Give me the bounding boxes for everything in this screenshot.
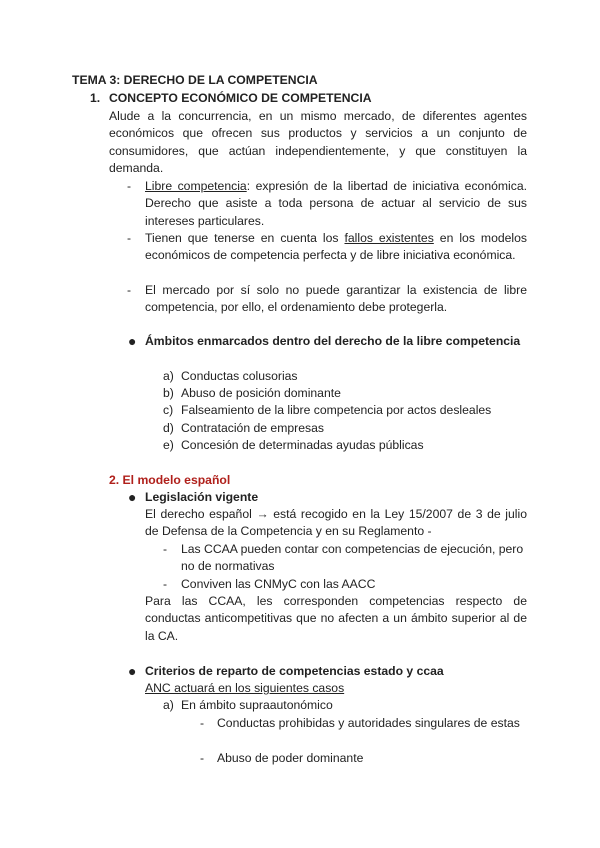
dash-marker: - <box>127 231 132 245</box>
bullet-marker: ● <box>128 333 137 349</box>
criterios-heading: Criterios de reparto de competencias estado y ccaa <box>145 664 444 678</box>
list-item: Conductas colusorias <box>181 369 298 383</box>
section-1-heading: CONCEPTO ECONÓMICO DE COMPETENCIA <box>109 91 372 105</box>
dash-marker: - <box>127 179 132 193</box>
dash-item: Las CCAA pueden contar con competencias de ejecución, pero no de normativas <box>181 542 524 574</box>
ambitos-heading: Ámbitos enmarcados dentro del derecho de la libre competencia <box>145 334 521 348</box>
dash-marker: - <box>200 751 205 765</box>
bullet-marker: ● <box>128 663 137 679</box>
dash-marker: - <box>127 283 132 297</box>
list-item-label: a) <box>163 369 174 383</box>
list-item-label: e) <box>163 438 174 452</box>
list-item: Concesión de determinadas ayudas públicas <box>181 438 424 452</box>
section-1-intro: Alude a la concurrencia, en un mismo mercado, de diferentes agentes económicos que ofrecen sus productos y servicios a un conjunto de consumidores, que actúan independientemente, y que constituyen la demanda. <box>109 109 527 176</box>
underlined-term: fallos existentes <box>344 231 434 245</box>
dash-item: Conviven las CNMyC con las AACC <box>181 577 376 591</box>
dash-marker: - <box>200 716 205 730</box>
dash-item-libre-competencia: Libre competencia: expresión de la libertad de iniciativa económica. Derecho que asiste a toda persona de actuar al servicio de sus intereses particulares. <box>145 179 527 228</box>
legislacion-paragraph: El derecho español → está recogido en la Ley 15/2007 de 3 de julio de Defensa de la Competencia y en su Reglamento - <box>145 507 527 539</box>
list-item-label: a) <box>163 698 174 712</box>
document-title: TEMA 3: DERECHO DE LA COMPETENCIA <box>72 73 318 87</box>
list-item-label: d) <box>163 421 174 435</box>
criterios-subheading: ANC actuará en los siguientes casos <box>145 681 345 695</box>
dash-item-mercado: El mercado por sí solo no puede garantizar la existencia de libre competencia, por ello, el ordenamiento debe protegerla. <box>145 283 527 315</box>
list-item-label: b) <box>163 386 174 400</box>
section-1-number: 1. <box>90 91 101 105</box>
list-item: Contratación de empresas <box>181 421 324 435</box>
dash-item-fallos: Tienen que tenerse en cuenta los fallos existentes en los modelos económicos de competencia perfecta y de libre iniciativa económica. <box>145 231 527 263</box>
list-item: Falseamiento de la libre competencia por actos desleales <box>181 403 492 417</box>
list-item: En ámbito supraautonómico <box>181 698 333 712</box>
dash-marker: - <box>163 542 168 556</box>
legislacion-paragraph-2: Para las CCAA, les corresponden competencias respecto de conductas anticompetitivas que no afecten a un ámbito superior al de la CA. <box>145 594 527 643</box>
bullet-marker: ● <box>128 489 137 505</box>
dash-item: Abuso de poder dominante <box>217 751 364 765</box>
underlined-term: Libre competencia <box>145 179 247 193</box>
legislacion-heading: Legislación vigente <box>145 490 259 504</box>
dash-marker: - <box>163 577 168 591</box>
dash-item: Conductas prohibidas y autoridades singulares de estas <box>217 716 520 730</box>
list-item: Abuso de posición dominante <box>181 386 341 400</box>
list-item-label: c) <box>163 403 174 417</box>
section-2-heading: 2. El modelo español <box>109 473 231 487</box>
